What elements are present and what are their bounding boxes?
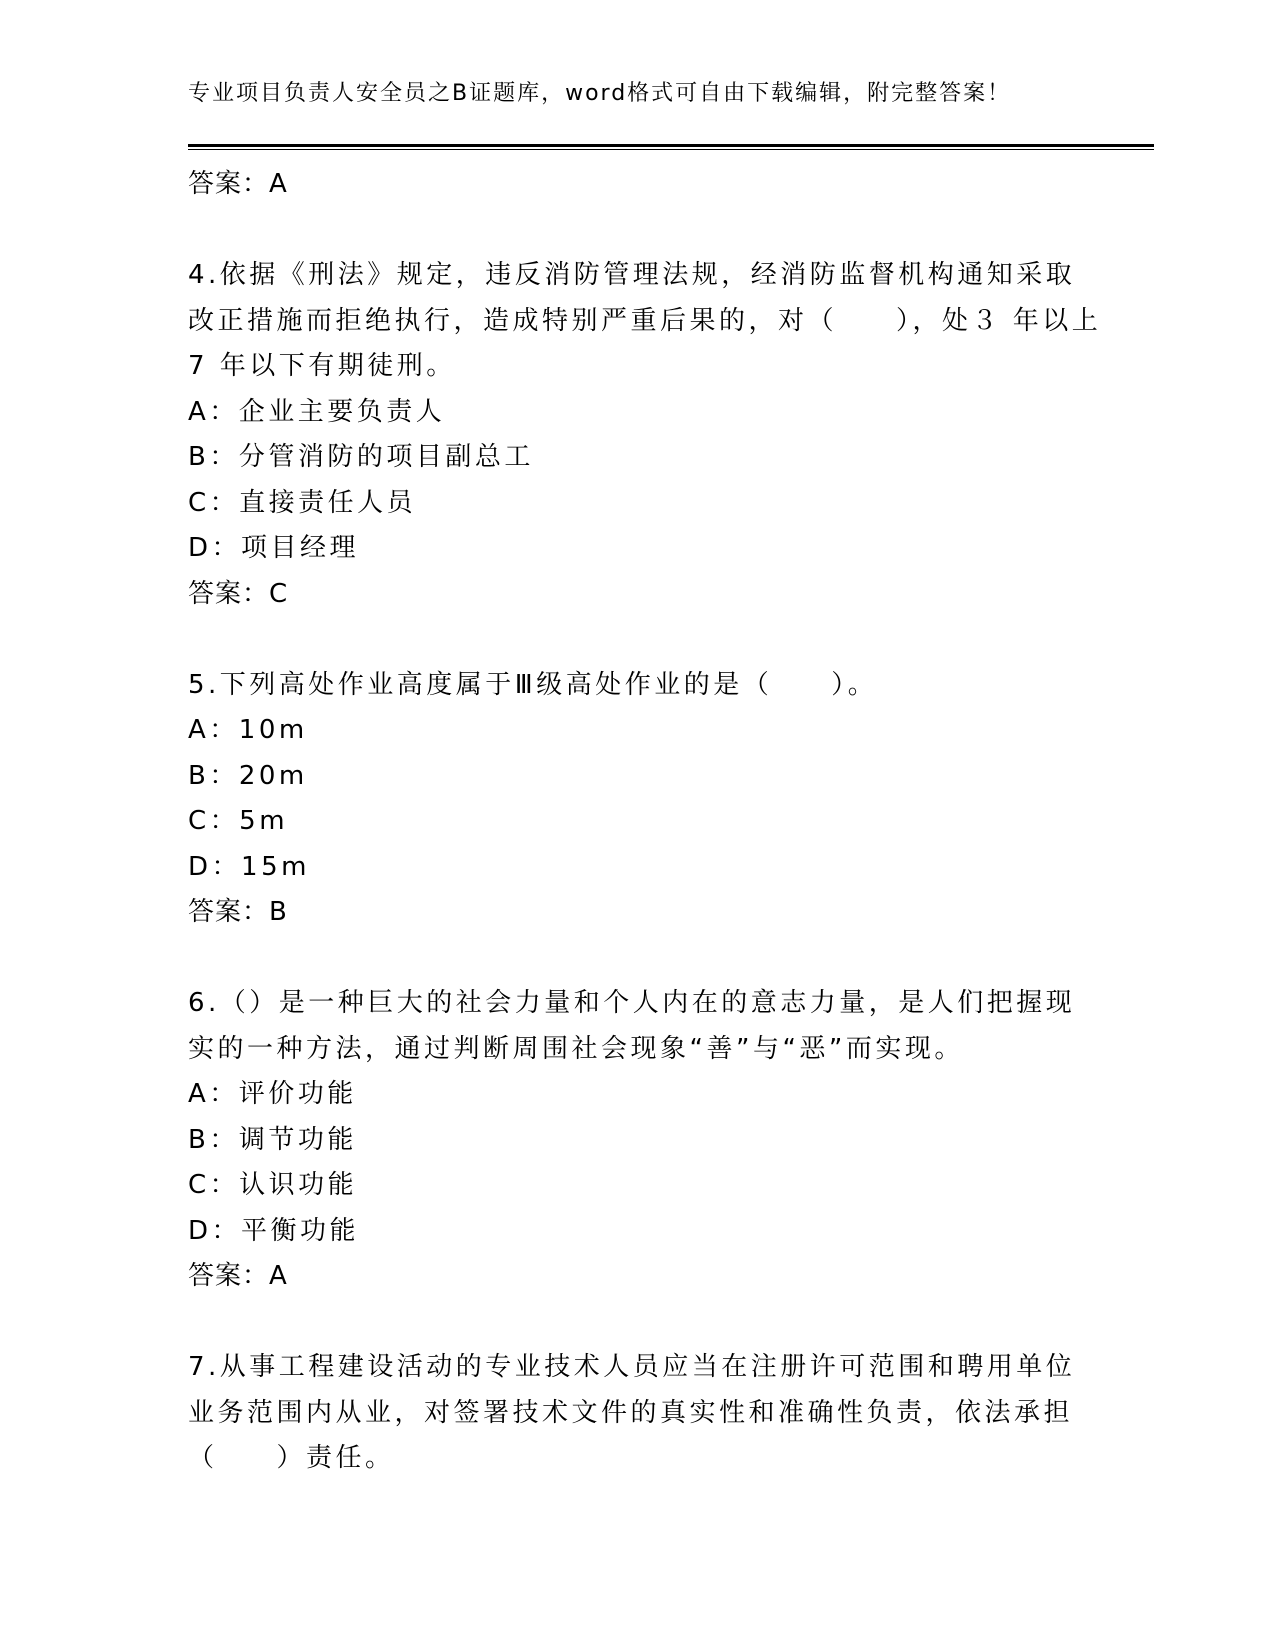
option-a: A：企业主要负责人	[188, 396, 446, 427]
page-header: 专业项目负责人安全员之B证题库，word格式可自由下载编辑，附完整答案！	[188, 81, 1012, 106]
question-block	[188, 1345, 1088, 1482]
answer-line: 答案：C	[188, 578, 289, 609]
question-text: （ ）责任。	[188, 1443, 395, 1473]
question-list	[188, 162, 1102, 1482]
option-d: D：15m	[188, 851, 310, 882]
question-block	[188, 981, 1088, 1300]
question-block	[188, 663, 1088, 936]
question-text: 7.从事工程建设活动的专业技术人员应当在注册许可范围和聘用单位	[188, 1352, 1076, 1382]
option-b: B：调节功能	[188, 1124, 357, 1155]
answer-line: 答案：B	[188, 897, 288, 927]
question-text: 业务范围内从业，对签署技术文件的真实性和准确性负责，依法承担	[188, 1397, 1074, 1428]
option-a: A：10m	[188, 715, 308, 745]
answer-line: 答案：A	[188, 1261, 288, 1291]
option-b: B：分管消防的项目副总工	[188, 442, 534, 472]
question-text: 4.依据《刑法》规定，违反消防管理法规，经消防监督机构通知采取	[188, 260, 1076, 290]
answer-line: 答案：A	[188, 169, 288, 199]
option-c: C：认识功能	[188, 1170, 358, 1200]
question-text: 改正措施而拒绝执行，造成特别严重后果的，对（ ），处３ 年以上	[188, 305, 1102, 336]
question-block	[188, 253, 1102, 617]
option-a: A：评价功能	[188, 1079, 357, 1109]
option-c: C：5m	[188, 806, 289, 836]
option-d: D：平衡功能	[188, 1215, 360, 1246]
header-divider-thin	[188, 149, 1154, 150]
header-divider	[188, 144, 1154, 147]
option-c: C：直接责任人员	[188, 487, 417, 518]
question-text: 7 年以下有期徒刑。	[188, 351, 456, 381]
option-d: D：项目经理	[188, 533, 360, 563]
question-text: 5.下列高处作业高度属于Ⅲ级高处作业的是（ ）。	[188, 669, 878, 700]
question-text: 实的一种方法，通过判断周围社会现象“善”与“恶”而实现。	[188, 1033, 964, 1064]
option-b: B：20m	[188, 760, 308, 791]
question-text: 6.（）是一种巨大的社会力量和个人内在的意志力量，是人们把握现	[188, 988, 1076, 1018]
